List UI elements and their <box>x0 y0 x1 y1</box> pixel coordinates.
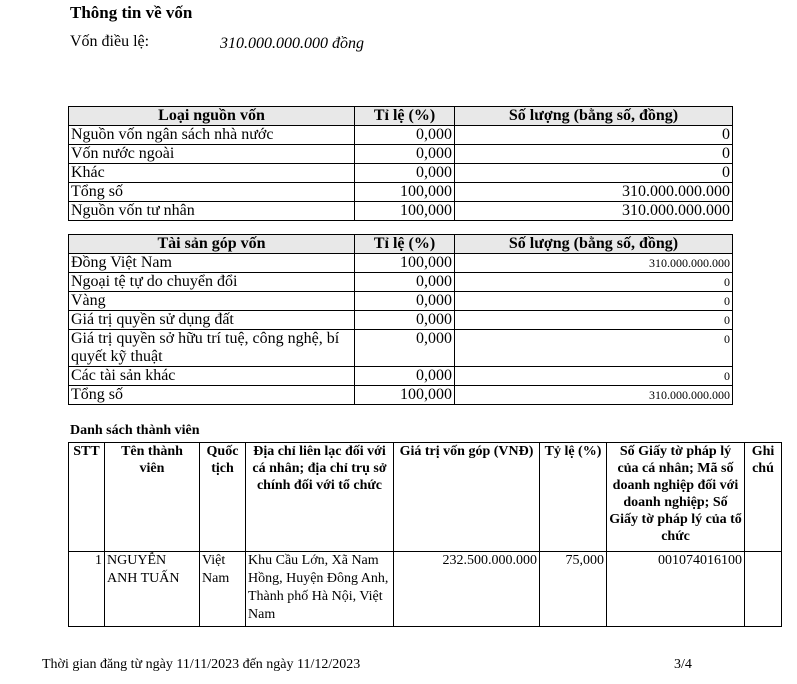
row-amount: 310.000.000.000 <box>455 254 733 273</box>
column-header: Ghi chú <box>745 443 782 552</box>
footer-period: Thời gian đăng từ ngày 11/11/2023 đến ngày 11/12/2023 <box>42 657 361 672</box>
table-header-row <box>69 107 733 126</box>
row-label: Giá trị quyền sở hữu trí tuệ, công nghệ, bí quyết kỹ thuật <box>69 330 355 367</box>
column-header: Loại nguồn vốn <box>69 107 355 126</box>
row-amount: 0 <box>455 145 733 164</box>
column-header: Số lượng (bằng số, đồng) <box>455 107 733 126</box>
row-label: Ngoại tệ tự do chuyển đổi <box>69 273 355 292</box>
column-header: STT <box>69 443 105 552</box>
table-row <box>69 367 733 386</box>
row-amount: 0 <box>455 126 733 145</box>
row-percent: 0,000 <box>355 145 455 164</box>
row-percent: 0,000 <box>355 126 455 145</box>
member-stt: 1 <box>69 552 105 627</box>
row-percent: 100,000 <box>355 254 455 273</box>
member-address: Khu Cầu Lớn, Xã Nam Hồng, Huyện Đông Anh, Thành phố Hà Nội, Việt Nam <box>246 552 394 627</box>
table-row <box>69 145 733 164</box>
charter-capital-value: 310.000.000.000 đồng <box>220 35 364 52</box>
row-label: Vàng <box>69 292 355 311</box>
table-row <box>69 254 733 273</box>
capital-source-table <box>68 106 733 221</box>
row-percent: 100,000 <box>355 202 455 221</box>
member-legal-id: 001074016100 <box>607 552 745 627</box>
column-header: Tỉ lệ (%) <box>355 235 455 254</box>
row-amount: 310.000.000.000 <box>455 202 733 221</box>
member-nationality: Việt Nam <box>200 552 246 627</box>
table-row <box>69 330 733 367</box>
row-percent: 0,000 <box>355 164 455 183</box>
row-label: Giá trị quyền sử dụng đất <box>69 311 355 330</box>
row-amount: 310.000.000.000 <box>455 386 733 405</box>
table-row <box>69 311 733 330</box>
table-row <box>69 202 733 221</box>
row-percent: 0,000 <box>355 273 455 292</box>
row-label: Các tài sản khác <box>69 367 355 386</box>
row-amount: 0 <box>455 367 733 386</box>
table-row <box>69 164 733 183</box>
member-capital-value: 232.500.000.000 <box>394 552 540 627</box>
row-label: Tổng số <box>69 386 355 405</box>
section-title: Thông tin về vốn <box>70 3 193 22</box>
column-header: Tên thành viên <box>105 443 200 552</box>
row-label: Khác <box>69 164 355 183</box>
row-amount: 0 <box>455 311 733 330</box>
row-label: Đồng Việt Nam <box>69 254 355 273</box>
row-amount: 0 <box>455 330 733 367</box>
row-percent: 0,000 <box>355 367 455 386</box>
column-header: Số lượng (bằng số, đồng) <box>455 235 733 254</box>
members-title: Danh sách thành viên <box>70 423 200 438</box>
column-header: Tài sản góp vốn <box>69 235 355 254</box>
table-header-row <box>69 443 782 552</box>
table-row <box>69 273 733 292</box>
page-number: 3/4 <box>674 657 692 672</box>
table-row <box>69 386 733 405</box>
row-label: Tổng số <box>69 183 355 202</box>
member-percent: 75,000 <box>540 552 607 627</box>
row-percent: 0,000 <box>355 292 455 311</box>
member-name: NGUYỄN ANH TUẤN <box>105 552 200 627</box>
row-label: Nguồn vốn ngân sách nhà nước <box>69 126 355 145</box>
column-header: Quốc tịch <box>200 443 246 552</box>
column-header: Giá trị vốn góp (VNĐ) <box>394 443 540 552</box>
table-header-row <box>69 235 733 254</box>
row-amount: 0 <box>455 292 733 311</box>
column-header: Số Giấy tờ pháp lý của cá nhân; Mã số doanh nghiệp đối với doanh nghiệp; Số Giấy tờ pháp lý của tổ chức <box>607 443 745 552</box>
row-percent: 0,000 <box>355 311 455 330</box>
column-header: Tỉ lệ (%) <box>355 107 455 126</box>
table-row <box>69 183 733 202</box>
row-label: Nguồn vốn tư nhân <box>69 202 355 221</box>
row-amount: 0 <box>455 164 733 183</box>
row-label: Vốn nước ngoài <box>69 145 355 164</box>
table-row <box>69 292 733 311</box>
column-header: Địa chỉ liên lạc đối với cá nhân; địa chỉ trụ sở chính đối với tổ chức <box>246 443 394 552</box>
members-table <box>68 442 782 627</box>
charter-capital-label: Vốn điều lệ: <box>70 33 150 50</box>
row-amount: 0 <box>455 273 733 292</box>
table-row <box>69 126 733 145</box>
row-percent: 0,000 <box>355 330 455 367</box>
capital-assets-table <box>68 234 733 405</box>
row-percent: 100,000 <box>355 386 455 405</box>
row-amount: 310.000.000.000 <box>455 183 733 202</box>
row-percent: 100,000 <box>355 183 455 202</box>
column-header: Tỷ lệ (%) <box>540 443 607 552</box>
table-row <box>69 552 782 627</box>
member-note <box>745 552 782 627</box>
